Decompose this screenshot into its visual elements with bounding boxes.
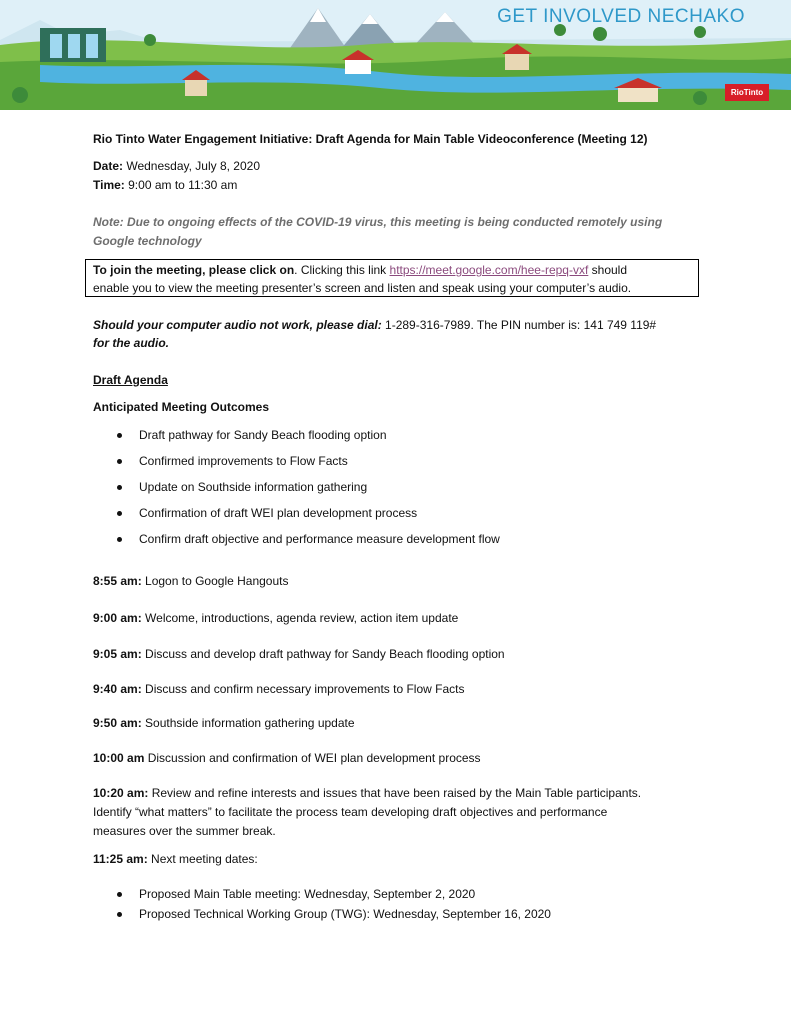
join-text: . Clicking this link [294,263,390,277]
dial-text: 1-289-316-7989. The PIN number is: 141 749 119# [381,318,657,332]
time-line [93,176,237,194]
agenda-item-1020-line2: Identify “what matters” to facilitate the process team developing draft objectives and performance [93,805,608,819]
rio-tinto-logo: RioTinto [725,84,769,101]
agenda-item: 9:40 am: Discuss and confirm necessary improvements to Flow Facts [93,682,465,696]
agenda-item-1020-line3: measures over the summer break. [93,824,276,838]
banner-title: GET INVOLVED NECHAKO [497,6,745,27]
covid-note-line2: Google technology [93,234,202,248]
list-item: Update on Southside information gathering [113,478,500,496]
date-value: Wednesday, July 8, 2020 [123,159,260,173]
draft-agenda-heading: Draft Agenda [93,373,168,387]
date-label: Date: [93,159,124,173]
time-label: Time: [93,178,125,192]
list-item: Confirmation of draft WEI plan development process [113,504,500,522]
outcomes-heading: Anticipated Meeting Outcomes [93,400,270,414]
dial-line1 [93,316,656,334]
covid-note-line1: Note: Due to ongoing effects of the COVID-19 virus, this meeting is being conducted remotely using [93,215,663,229]
list-item: Proposed Main Table meeting: Wednesday, September 2, 2020 [113,885,551,903]
list-item: Confirm draft objective and performance measure development flow [113,530,500,548]
header-banner [0,0,791,110]
agenda-item-1020-line1: 10:20 am: Review and refine interests and issues that have been raised by the Main Table participants. [93,786,642,800]
document-title: Rio Tinto Water Engagement Initiative: Draft Agenda for Main Table Videoconference (Meeting 12) [93,132,648,146]
dial-line2 [93,334,169,352]
agenda-item: 9:05 am: Discuss and develop draft pathway for Sandy Beach flooding option [93,647,505,661]
meeting-link[interactable]: https://meet.google.com/hee-repq-vxf [389,263,589,277]
agenda-item: 10:00 am Discussion and confirmation of WEI plan development process [93,751,481,765]
list-item: Proposed Technical Working Group (TWG): Wednesday, September 16, 2020 [113,905,551,923]
join-line2: enable you to view the meeting presenter’s screen and listen and speak using your computer’s audio. [93,281,632,295]
join-line1 [93,261,627,279]
join-text2: should [588,263,628,277]
list-item: Draft pathway for Sandy Beach flooding option [113,426,500,444]
list-item: Confirmed improvements to Flow Facts [113,452,500,470]
outcomes-list [113,426,500,548]
date-line [93,157,260,175]
dial-line2-text: for the audio. [93,336,169,350]
join-bold: To join the meeting, please click on [93,263,295,277]
next-meetings-list [113,885,551,923]
agenda-item: 9:50 am: Southside information gathering update [93,716,355,730]
agenda-item-1125: 11:25 am: Next meeting dates: [93,852,258,866]
time-value: 9:00 am to 11:30 am [124,178,238,192]
dial-bold: Should your computer audio not work, please dial: [93,318,382,332]
agenda-item: 9:00 am: Welcome, introductions, agenda review, action item update [93,611,459,625]
agenda-item: 8:55 am: Logon to Google Hangouts [93,574,289,588]
